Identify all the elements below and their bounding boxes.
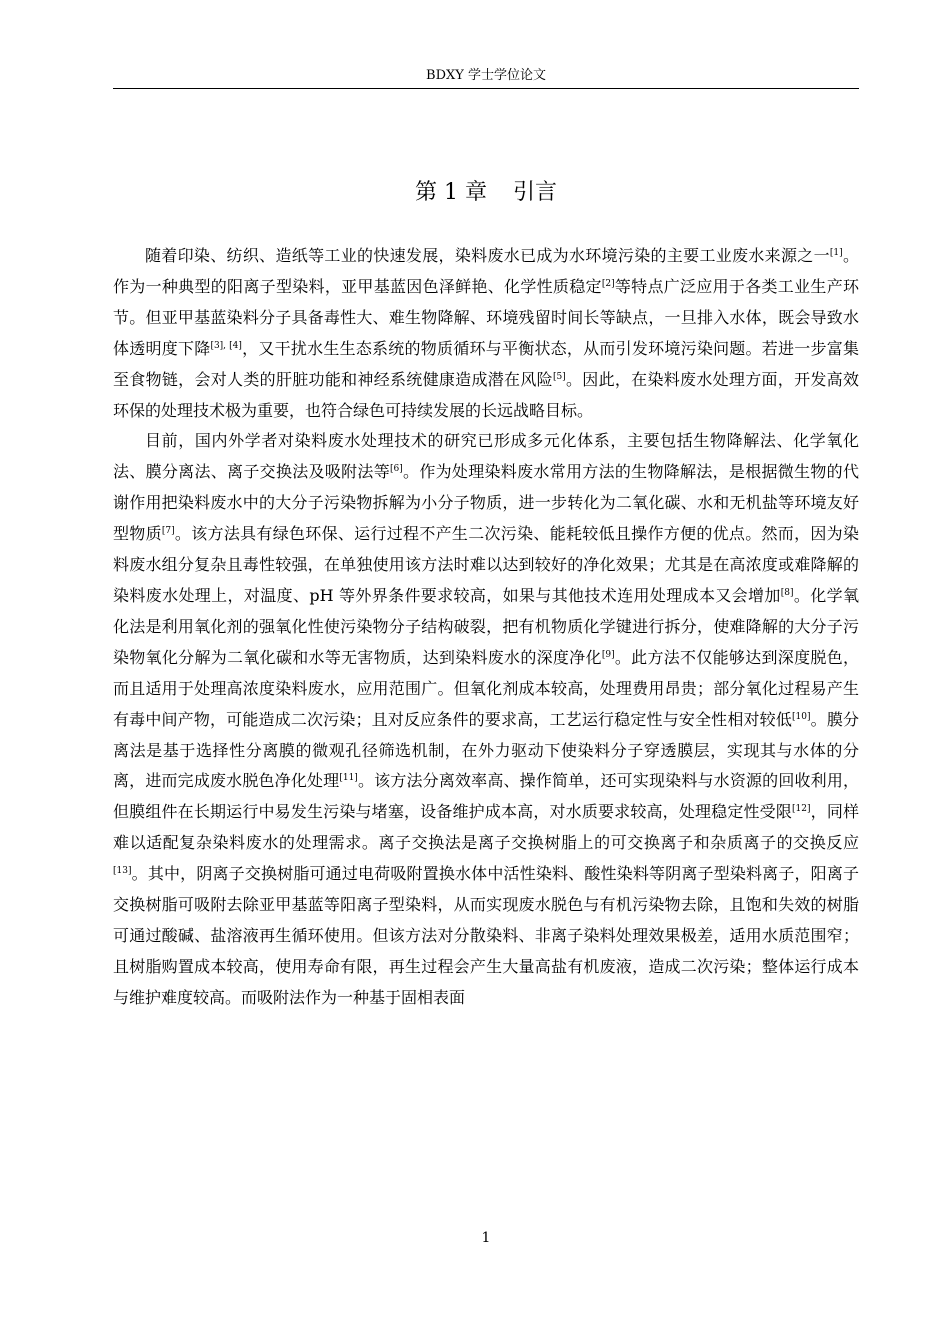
citation-ref: [5]: [552, 371, 566, 382]
paragraph: [113, 241, 859, 426]
chapter-number: 第 1 章: [415, 180, 487, 205]
text-run: 。作为处理染料废水常用方法的生物降解法，是根据微生物的代谢作用把染料废水中的大分子污染物拆解为小分子物质，进一步转化为二氧化碳、水和无机盐等环境友好型物质: [113, 462, 859, 544]
header-rule: [113, 88, 859, 89]
citation-ref: [11]: [339, 773, 358, 784]
text-run: 。因此，在染料废水处理方面，开发高效环保的处理技术极为重要，也符合绿色可持续发展的长远战略目标。: [113, 369, 859, 420]
text-run: 目前，国内外学者对染料废水处理技术的研究已形成多元化体系，主要包括生物降解法、化学氧化法、膜分离法、离子交换法及吸附法等: [113, 431, 859, 482]
text-run: 随着印染、纺织、造纸等工业的快速发展，染料废水已成为水环境污染的主要工业废水来源之一: [145, 246, 830, 265]
citation-ref: [13]: [113, 866, 132, 877]
citation-ref: [6]: [390, 464, 403, 475]
paragraph: [113, 426, 859, 1013]
running-header: BDXY 学士学位论文: [426, 68, 546, 83]
text-run: 等特点广泛应用于各类工业生产环节。但亚甲基蓝染料分子具备毒性大、难生物降解、环境残留时间长等缺点，一旦排入水体，既会导致水体透明度下降: [113, 276, 859, 358]
chapter-name: 引言: [512, 180, 557, 205]
text-run: ，同样难以适配复杂染料废水的处理需求。离子交换法是离子交换树脂上的可交换离子和杂质离子的交换反应: [113, 802, 859, 853]
text-run: 。此方法不仅能够达到深度脱色，而且适用于处理高浓度染料废水，应用范围广。但氧化剂成本较高，处理费用昂贵；部分氧化过程易产生有毒中间产物，可能造成二次污染；且对反应条件的要求高，工艺运行稳定性与安全性相对较低: [113, 647, 859, 729]
citation-ref: [2]: [601, 278, 615, 289]
chapter-title: [113, 176, 859, 210]
citation-ref: [9]: [601, 649, 615, 660]
citation-ref: [3], [4]: [210, 340, 242, 351]
body-text: [113, 241, 859, 1014]
text-run: ，又干扰水生生态系统的物质循环与平衡状态，从而引发环境污染问题。若进一步富集至食物链，会对人类的肝脏功能和神经系统健康造成潜在风险: [113, 338, 859, 389]
citation-ref: [12]: [792, 804, 811, 815]
citation-ref: [8]: [780, 587, 794, 598]
text-run: 。作为一种典型的阳离子型染料，亚甲基蓝因色泽鲜艳、化学性质稳定: [113, 246, 859, 296]
text-run: 。其中，阴离子交换树脂可通过电荷吸附置换水体中活性染料、酸性染料等阴离子型染料离子，阳离子交换树脂可吸附去除亚甲基蓝等阳离子型染料，从而实现废水脱色与有机污染物去除，且饱和失效的树脂可通过酸碱、盐溶液再生循环使用。但该方法对分散染料、非离子染料处理效果极差，适用水质范围窄；且树脂购置成本较高，使用寿命有限，再生过程会产生大量高盐有机废液，造成二次污染；整体运行成本与维护难度较高。而吸附法作为一种基于固相表面: [113, 864, 859, 1007]
text-run: 。该方法分离效率高、操作简单，还可实现染料与水资源的回收利用，但膜组件在长期运行中易发生污染与堵塞，设备维护成本高，对水质要求较高，处理稳定性受限: [113, 771, 859, 822]
citation-ref: [10]: [792, 711, 811, 722]
text-run: 。化学氧化法是利用氧化剂的强氧化性使污染物分子结构破裂，把有机物质化学键进行拆分，使难降解的大分子污染物氧化分解为二氧化碳和水等无害物质，达到染料废水的深度净化: [113, 585, 859, 667]
text-run: 。膜分离法是基于选择性分离膜的微观孔径筛选机制，在外力驱动下使染料分子穿透膜层，实现其与水体的分离，进而完成废水脱色净化处理: [113, 709, 859, 791]
page-number: 1: [481, 1230, 491, 1246]
text-run: 。该方法具有绿色环保、运行过程不产生二次污染、能耗较低且操作方便的优点。然而，因为染料废水组分复杂且毒性较强，在单独使用该方法时难以达到较好的净化效果；尤其是在高浓度或难降解的染料废水处理上，对温度、pH 等外界条件要求较高，如果与其他技术连用处理成本又会增加: [113, 524, 859, 605]
citation-ref: [7]: [161, 526, 175, 537]
citation-ref: [1]: [829, 248, 843, 258]
